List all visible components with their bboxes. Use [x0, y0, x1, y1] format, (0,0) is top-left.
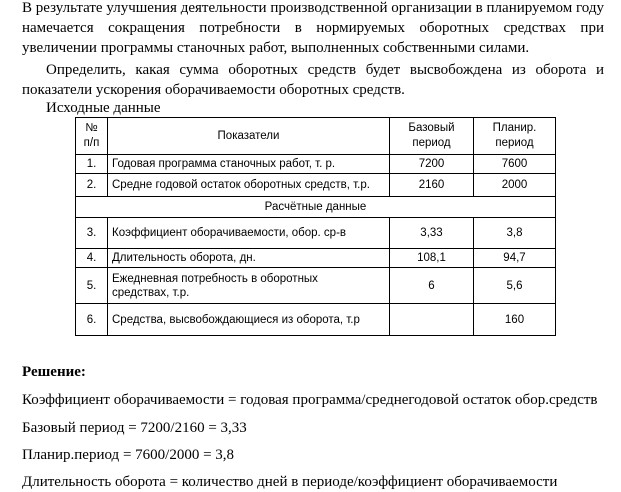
row-name-line2: средствах, т.р.	[112, 286, 190, 299]
header-plan	[474, 118, 556, 155]
row-name: Годовая программа станочных работ, т. р.	[108, 155, 390, 174]
row-base-value: 7200	[390, 155, 474, 174]
row-num: 4.	[76, 249, 108, 268]
table-caption: Исходные данные	[46, 100, 161, 116]
row-name: Средне годовой остаток оборотных средств, т.р.	[108, 174, 390, 197]
row-num: 5.	[76, 268, 108, 304]
header-num	[76, 118, 108, 155]
row-base-value: 108,1	[390, 249, 474, 268]
header-name: Показатели	[108, 118, 390, 155]
row-base-value: 3,33	[390, 218, 474, 249]
row-name: Средства, высвобождающиеся из оборота, т.р	[108, 304, 390, 336]
table-row	[76, 155, 556, 174]
row-plan-value: 7600	[474, 155, 556, 174]
row-plan-value: 94,7	[474, 249, 556, 268]
solution-line-2: Базовый период = 7200/2160 = 3,33	[22, 420, 247, 436]
row-name-line1: Ежедневная потребность в оборотных	[112, 272, 318, 285]
row-num: 1.	[76, 155, 108, 174]
row-plan-value: 3,8	[474, 218, 556, 249]
table-row	[76, 218, 556, 249]
row-base-value: 6	[390, 268, 474, 304]
header-base-line1: Базовый	[408, 122, 455, 134]
row-name	[108, 268, 390, 304]
header-base	[390, 118, 474, 155]
section-label: Расчётные данные	[76, 197, 556, 218]
row-plan-value: 5,6	[474, 268, 556, 304]
solution-line-4: Длительность оборота = количество дней в периоде/коэффициент оборачиваемости	[22, 474, 558, 490]
row-base-value	[390, 304, 474, 336]
solution-line-3: Планир.период = 7600/2000 = 3,8	[22, 447, 235, 463]
header-base-line2: период	[412, 137, 451, 149]
row-plan-value: 2000	[474, 174, 556, 197]
row-name: Коэффициент оборачиваемости, обор. ср-в	[108, 218, 390, 249]
table-row	[76, 249, 556, 268]
source-data-table	[75, 117, 556, 336]
row-num: 6.	[76, 304, 108, 336]
header-plan-line1: Планир.	[492, 122, 537, 134]
row-plan-value: 160	[474, 304, 556, 336]
problem-paragraph-2: Определить, какая сумма оборотных средств будет высвобождена из оборота и показатели ускорения оборачиваемости оборотных средств.	[22, 62, 604, 98]
section-row	[76, 197, 556, 218]
row-num: 2.	[76, 174, 108, 197]
row-name: Длительность оборота, дн.	[108, 249, 390, 268]
header-plan-line2: период	[495, 137, 534, 149]
solution-line-1: Коэффициент оборачиваемости = годовая программа/среднегодовой остаток обор.средств	[22, 392, 598, 408]
table-header-row	[76, 118, 556, 155]
header-num-line2: п/п	[83, 137, 100, 149]
row-base-value: 2160	[390, 174, 474, 197]
table-row	[76, 304, 556, 336]
problem-paragraph-1: В результате улучшения деятельности производственной организации в планируемом году намечается сокращения потребности в нормируемых оборотных средствах при увеличении программы станочных работ, выполненных собственными силами.	[22, 0, 604, 56]
table-row	[76, 268, 556, 304]
row-num: 3.	[76, 218, 108, 249]
table-row	[76, 174, 556, 197]
header-num-line1: №	[85, 122, 98, 134]
solution-title: Решение:	[22, 364, 86, 380]
